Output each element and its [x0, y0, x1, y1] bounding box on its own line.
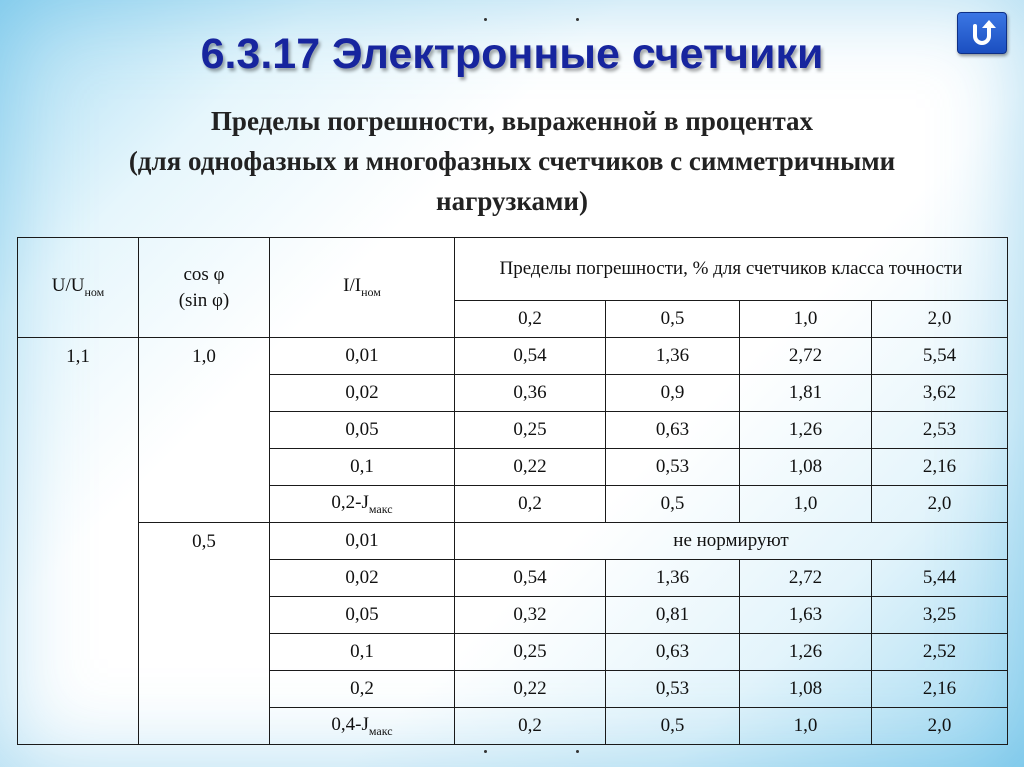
- error-value-cell: 0,53: [606, 449, 740, 486]
- cos-value-cell: 1,0: [139, 338, 270, 523]
- error-value-cell: 1,36: [606, 560, 740, 597]
- current-ratio-cell: 0,01: [270, 338, 455, 375]
- error-value-cell: 2,53: [872, 412, 1008, 449]
- error-value-cell: 0,5: [606, 486, 740, 523]
- error-value-cell: 0,9: [606, 375, 740, 412]
- cos-value-cell: 0,5: [139, 523, 270, 745]
- error-value-cell: 0,22: [455, 671, 606, 708]
- error-value-cell: 3,62: [872, 375, 1008, 412]
- decor-dot: [484, 750, 487, 753]
- error-value-cell: 1,08: [740, 449, 872, 486]
- current-ratio-cell: 0,1: [270, 634, 455, 671]
- error-value-cell: 1,63: [740, 597, 872, 634]
- error-value-cell: 0,25: [455, 412, 606, 449]
- slide-subtitle: [20, 101, 1004, 221]
- slide-title: 6.3.17 Электронные счетчики: [200, 30, 824, 78]
- decor-dot: [484, 18, 487, 21]
- class-header: 1,0: [740, 301, 872, 338]
- error-value-cell: 0,25: [455, 634, 606, 671]
- current-ratio-cell: $0,2-J_{макс}$: [270, 486, 455, 523]
- error-value-cell: 0,81: [606, 597, 740, 634]
- error-value-cell: 2,72: [740, 560, 872, 597]
- error-value-cell: 1,36: [606, 338, 740, 375]
- current-ratio-cell: 0,05: [270, 597, 455, 634]
- header-limits: Пределы погрешности, % для счетчиков класса точности: [455, 238, 1008, 301]
- current-ratio-cell: 0,05: [270, 412, 455, 449]
- return-arrow-icon: [967, 18, 997, 48]
- error-value-cell: 0,32: [455, 597, 606, 634]
- class-header: 0,5: [606, 301, 740, 338]
- header-i: $I/I_{ном}$: [270, 238, 455, 338]
- subtitle-line: (для однофазных и многофазных счетчиков с симметричными: [128, 146, 896, 176]
- table-row: [18, 338, 1008, 375]
- error-value-cell: 5,54: [872, 338, 1008, 375]
- error-value-cell: 1,26: [740, 412, 872, 449]
- error-value-cell: 1,0: [740, 486, 872, 523]
- error-value-cell: 2,52: [872, 634, 1008, 671]
- decor-dot: [576, 750, 579, 753]
- error-value-cell: 3,25: [872, 597, 1008, 634]
- error-value-cell: 0,53: [606, 671, 740, 708]
- error-value-cell: 2,0: [872, 486, 1008, 523]
- error-value-cell: 2,72: [740, 338, 872, 375]
- header-u: $U/U_{ном}$: [18, 238, 139, 338]
- header-row: [18, 238, 1008, 301]
- error-value-cell: 0,5: [606, 708, 740, 745]
- current-ratio-cell: 0,02: [270, 375, 455, 412]
- decor-dot: [576, 18, 579, 21]
- error-value-cell: 0,36: [455, 375, 606, 412]
- header-cos: cos φ (sin φ): [139, 238, 270, 338]
- current-ratio-cell: 0,1: [270, 449, 455, 486]
- error-value-cell: 0,2: [455, 486, 606, 523]
- current-ratio-cell: 0,2: [270, 671, 455, 708]
- error-value-cell: 2,0: [872, 708, 1008, 745]
- error-value-cell: 0,54: [455, 338, 606, 375]
- current-ratio-cell: 0,01: [270, 523, 455, 560]
- back-button[interactable]: [957, 12, 1007, 54]
- error-value-cell: 0,22: [455, 449, 606, 486]
- error-value-cell: 2,16: [872, 449, 1008, 486]
- error-value-cell: 1,0: [740, 708, 872, 745]
- error-value-cell: 1,26: [740, 634, 872, 671]
- table-row: [18, 523, 1008, 560]
- subtitle-line: нагрузками): [436, 186, 588, 216]
- error-value-cell: 5,44: [872, 560, 1008, 597]
- error-value-cell: 0,2: [455, 708, 606, 745]
- current-ratio-cell: $0,4-J_{макс}$: [270, 708, 455, 745]
- error-limits-table: [17, 237, 1008, 745]
- error-value-cell: 0,63: [606, 634, 740, 671]
- not-normalized-cell: не нормируют: [455, 523, 1008, 560]
- error-value-cell: 2,16: [872, 671, 1008, 708]
- u-value-cell: 1,1: [18, 338, 139, 745]
- class-header: 2,0: [872, 301, 1008, 338]
- error-value-cell: 1,08: [740, 671, 872, 708]
- error-value-cell: 0,54: [455, 560, 606, 597]
- error-value-cell: 1,81: [740, 375, 872, 412]
- current-ratio-cell: 0,02: [270, 560, 455, 597]
- subtitle-line: Пределы погрешности, выраженной в процентах: [210, 106, 814, 136]
- error-value-cell: 0,63: [606, 412, 740, 449]
- class-header: 0,2: [455, 301, 606, 338]
